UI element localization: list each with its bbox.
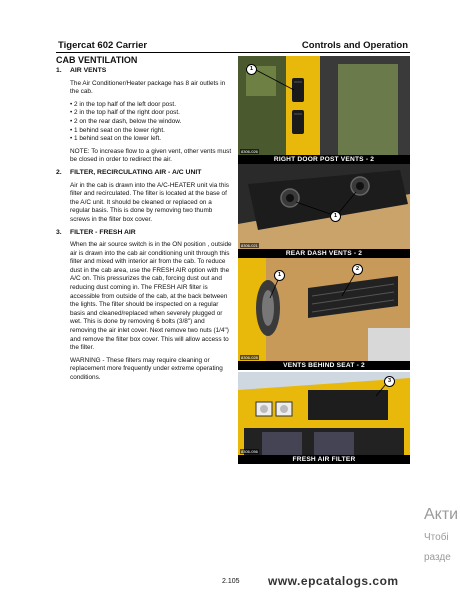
item-title: AIR VENTS (70, 67, 107, 74)
list-item: • 2 in the top half of the left door post. (70, 100, 176, 108)
photo-vents-behind-seat (238, 258, 410, 370)
list-item: • 2 in the top half of the right door post. (70, 109, 180, 117)
header-chapter-title: Controls and Operation (301, 40, 408, 51)
item-1-heading (56, 67, 232, 76)
callout-2: 2 (352, 264, 363, 275)
item-1-body (70, 80, 232, 165)
photo-seat-vents-illustration (238, 258, 410, 370)
item-body: When the air source switch is in the ON position , outside air is drawn into the cab air conditioning unit through this filter and mixed with interior air from the cab. To reduce dust in the cab area, use the FRESH AIR option with the A/C on. This pressurizes the cab, forcing dust out and reducing dust coming in. The FRESH AIR filter is accessible from outside of the cab, at the back between the lights. The filter should be inspected on a regular basis and cleaned/replaced when severely plugged or wet. This is done by removing 6 bolts (3/8") and removing the air inlet cover. Next remove two nuts (1/4") and remove the filter box cover. This will allow access to the filter. (70, 241, 232, 352)
item-title: FILTER, RECIRCULATING AIR - A/C UNIT (70, 168, 202, 176)
photo-caption: FRESH AIR FILTER (238, 455, 410, 464)
photo-caption: REAR DASH VENTS - 2 (238, 249, 410, 258)
item-body: Air in the cab is drawn into the A/C-HEATER unit via this filter and recirculated. The filter is located at the base of the A/C unit. It should be cleaned or replaced on a regular basis. This is done by removing two thumb screws in the filter box cover. (70, 181, 230, 223)
item-3-body (70, 241, 232, 383)
photo-rear-dash-illustration (238, 164, 410, 258)
section-title: CAB VENTILATION (56, 55, 138, 65)
photo-caption: RIGHT DOOR POST VENTS - 2 (238, 155, 410, 164)
header-rule (56, 52, 410, 53)
list-item: • 1 behind seat on the lower right. (70, 126, 165, 134)
item-number: 3. (56, 228, 62, 236)
item-title: FILTER - FRESH AIR (70, 228, 136, 236)
photo-door-post-illustration (238, 56, 410, 164)
photo-code: 8306-026 (241, 149, 258, 154)
page-number: 2.105 (222, 578, 240, 585)
item-2-body (70, 182, 232, 225)
photo-fresh-air-filter (238, 372, 410, 464)
item-number: 1. (56, 67, 62, 74)
text-column (56, 67, 232, 387)
item-number: 2. (56, 168, 62, 176)
watermark: www.epcatalogs.com (268, 574, 399, 588)
activation-line-1: Чтобі (424, 532, 449, 543)
item-3-heading (56, 229, 232, 238)
photo-code: 8306-028 (241, 355, 258, 360)
activation-line-2: разде (424, 552, 451, 563)
item-2-heading (56, 169, 232, 178)
photo-fresh-air-filter-illustration (238, 372, 410, 464)
photo-right-door-post-vents (238, 56, 410, 164)
list-item: • 2 on the rear dash, below the window. (70, 117, 182, 125)
photo-code: 8306-056 (241, 449, 258, 454)
item-intro: The Air Conditioner/Heater package has 8 air outlets in the cab. (70, 79, 226, 96)
callout-1: 1 (246, 64, 257, 75)
item-warning: WARNING - These filters may require cleaning or replacement more frequently under extreme operating conditions. (70, 356, 223, 381)
callout-1: 1 (330, 211, 341, 222)
photo-caption: VENTS BEHIND SEAT - 2 (238, 361, 410, 370)
list-item: • 1 behind seat on the lower left. (70, 135, 162, 143)
activation-title: Акти (424, 506, 459, 523)
callout-3: 3 (384, 376, 395, 387)
item-note: NOTE: To increase flow to a given vent, other vents must be closed in order to redirect the air. (70, 147, 232, 164)
photo-code: 8306-021 (241, 243, 258, 248)
callout-1: 1 (274, 270, 285, 281)
vent-list (70, 101, 232, 144)
photo-rear-dash-vents (238, 164, 410, 258)
header-manual-title: Tigercat 602 Carrier (58, 40, 148, 51)
